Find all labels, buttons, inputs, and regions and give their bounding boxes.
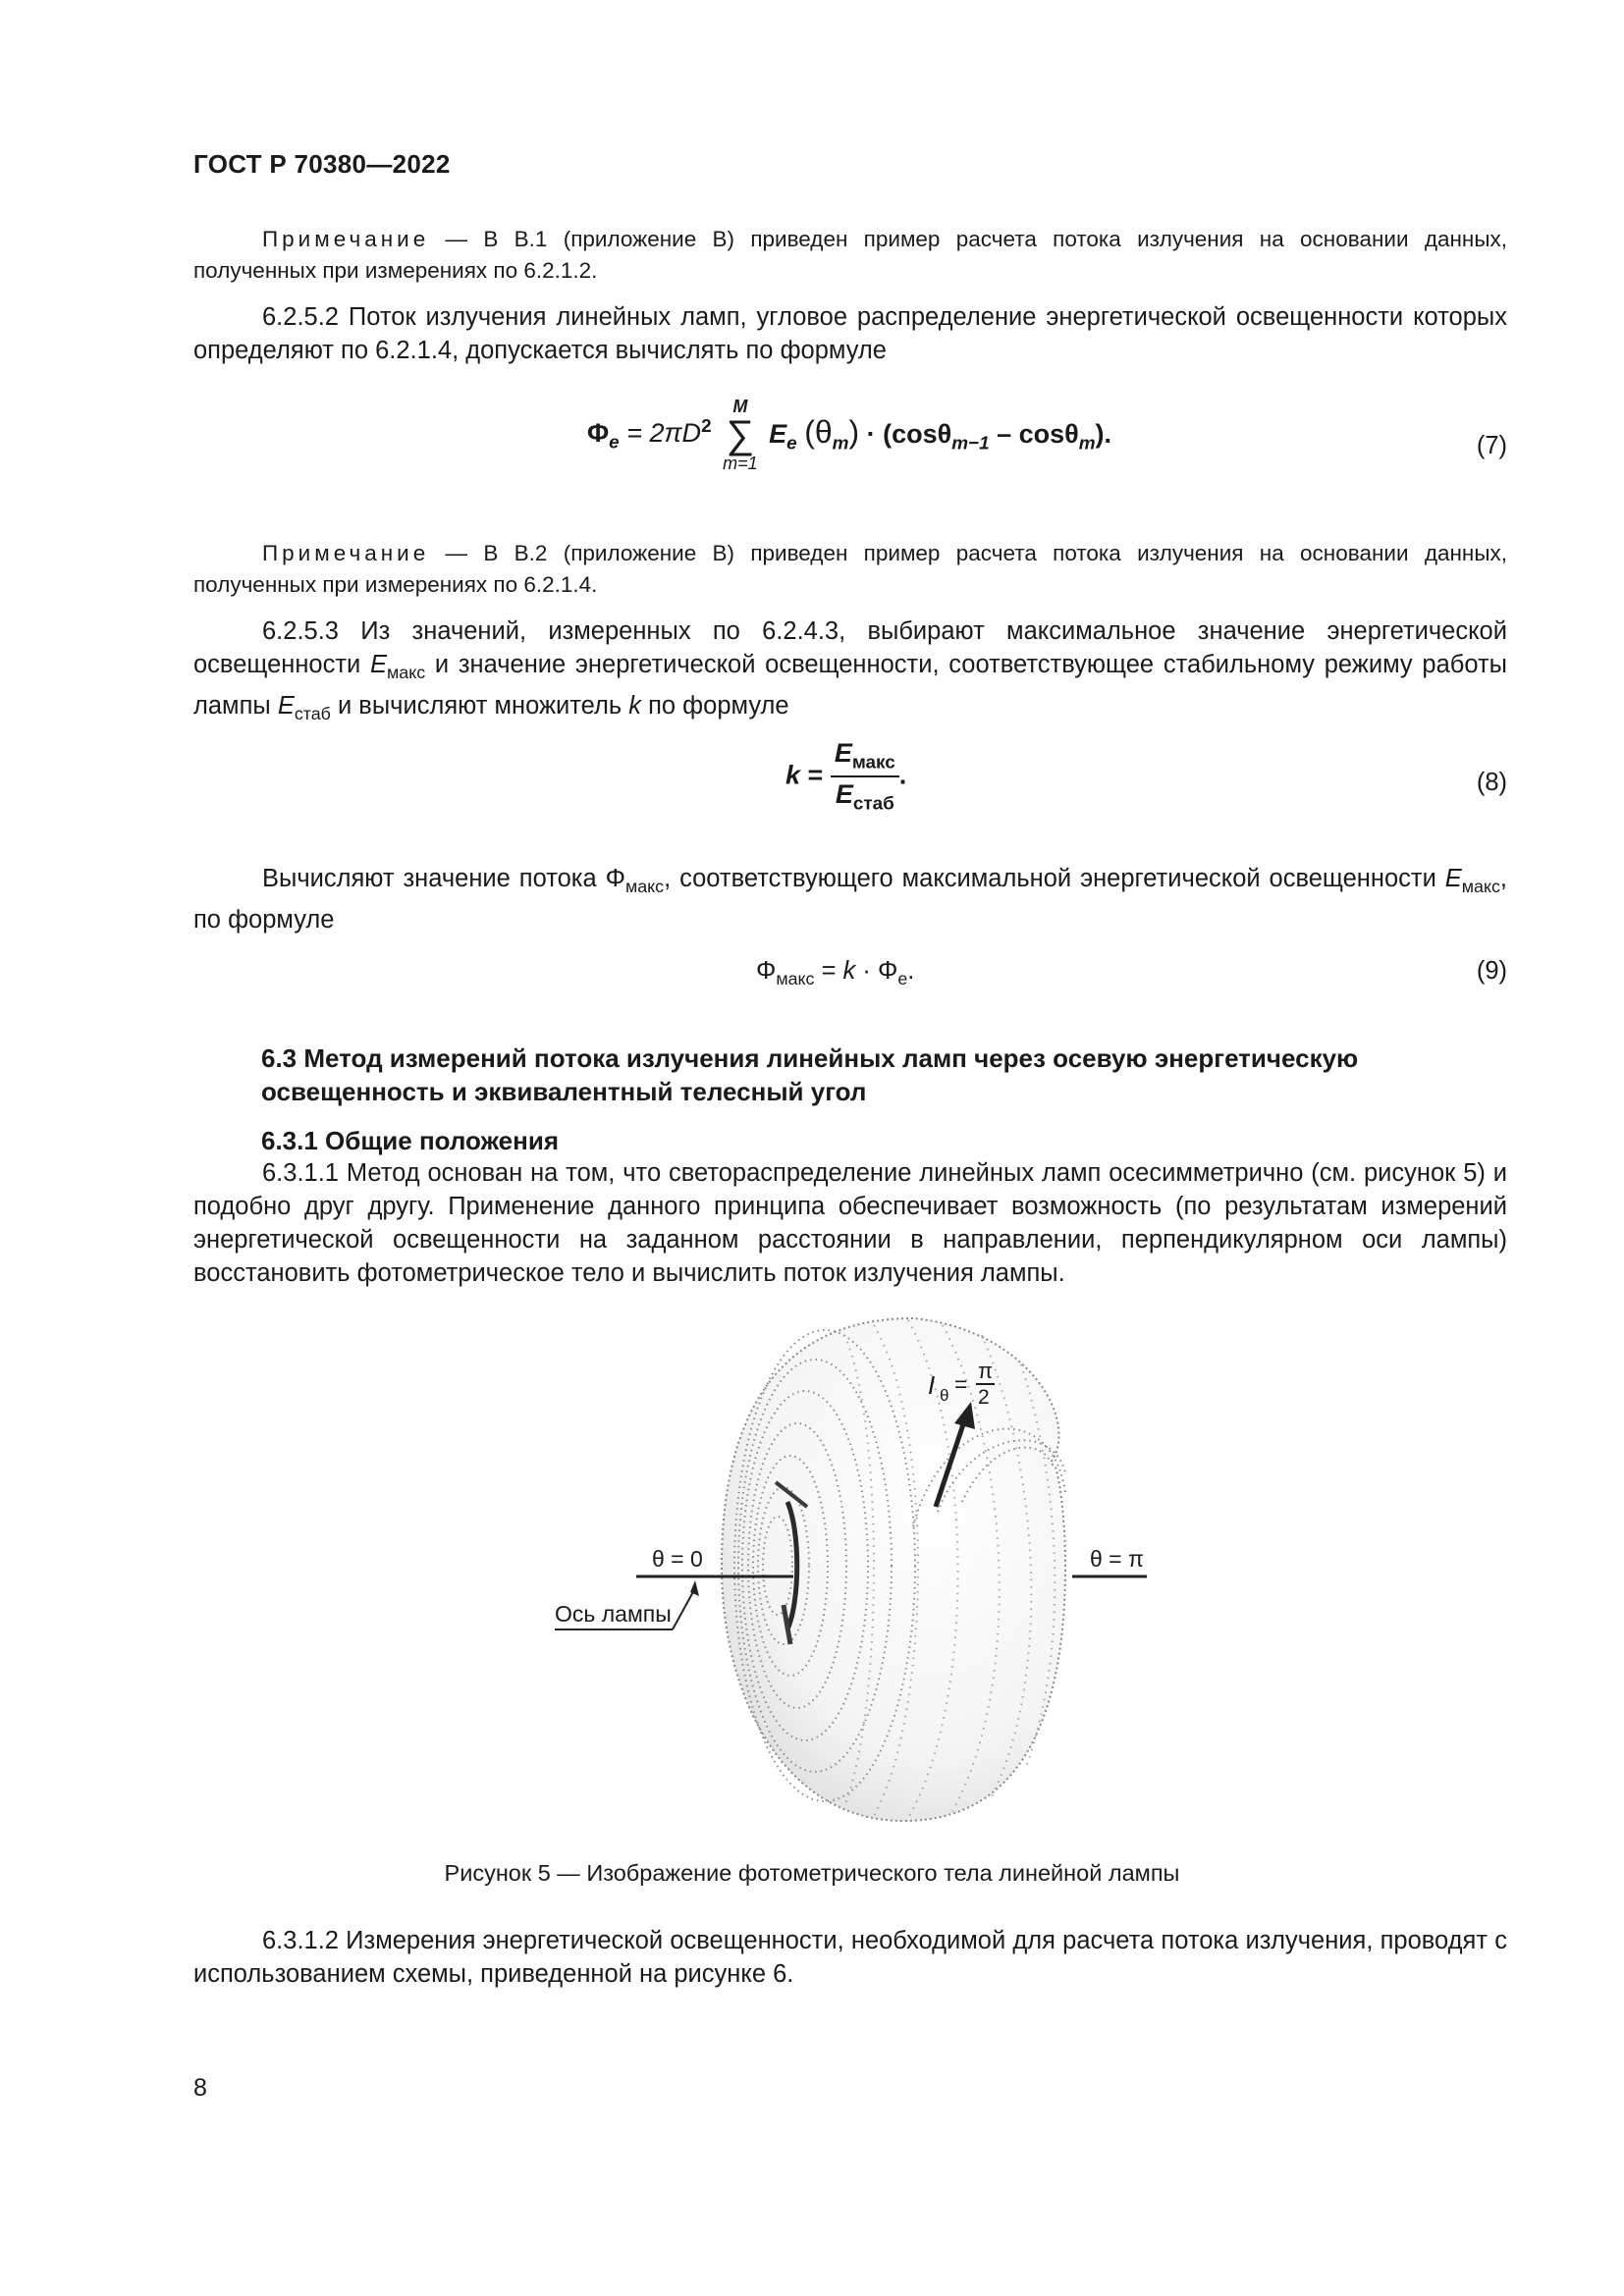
note-1 — [193, 224, 1507, 287]
note-2 — [193, 538, 1507, 601]
eq9-phi2: Φ — [877, 957, 898, 985]
eq7-cos-close: ). — [1095, 419, 1112, 450]
eq7-rhs: = 2πD — [619, 417, 702, 448]
pphi-e-sub: макс — [1461, 877, 1500, 897]
eq9-k: k — [842, 957, 856, 985]
label-theta-0: θ = 0 — [652, 1546, 703, 1572]
label-I-sub: θ — [940, 1386, 949, 1405]
eq7-lhs: Φ — [587, 417, 610, 448]
formula-7 — [587, 398, 1111, 472]
p6253-part4: по формуле — [641, 692, 789, 721]
paragraph-6-2-5-2: 6.2.5.2 Поток излучения линейных ламп, угловое распределение энергетической освещенности которых определяют по 6.2.1.4, допускается вычислять по формуле — [193, 303, 1507, 364]
eq8-num-sub: макс — [851, 752, 895, 774]
p6253-e1-sub: макс — [387, 663, 426, 683]
eq9-eq: = — [814, 957, 843, 985]
eq7-e-sub: e — [786, 433, 797, 454]
p6253-e1: E — [370, 651, 388, 678]
eq7-arg-sub: m — [832, 433, 849, 454]
eq8-num: E — [834, 738, 852, 768]
eq9-phi: Φ — [756, 957, 777, 985]
eq8-den: E — [835, 779, 853, 810]
label-two: 2 — [978, 1386, 990, 1409]
note-1-text: — В В.1 (приложение В) приведен пример расчета потока излучения на основании данных, полученных при измерениях по 6.2.1.2. — [193, 227, 1507, 283]
p6253-part3: и вычисляют множитель — [330, 692, 629, 721]
eq7-lhs-sub: e — [609, 432, 620, 454]
note-2-label: Примечание — [262, 541, 430, 565]
eq7-sup: 2 — [701, 415, 712, 437]
equation-number-8: (8) — [1476, 769, 1507, 796]
pphi-part2: , соответствующего максимальной энергетической освещенности — [664, 865, 1445, 892]
eq8-eq: = — [800, 760, 831, 790]
eq8-tail: . — [898, 760, 907, 790]
pphi-part1: Вычисляют значение потока Φ — [262, 865, 625, 892]
paragraph-6-2-5-3 — [193, 614, 1507, 730]
eq8-den-sub: стаб — [852, 793, 894, 815]
p6253-e2: E — [277, 692, 295, 721]
section-6-3-title: 6.3 Метод измерений потока излучения линейных ламп через осевую энергетическую освещенность и эквивалентный телесный угол — [261, 1043, 1359, 1106]
p6253-part1: 6.2.5.3 Из значений, измеренных по 6.2.4.3, выбирают максимальное значение энергетической освещенности — [193, 617, 1507, 678]
label-I: I — [928, 1370, 936, 1400]
pphi-sub1: макс — [624, 877, 665, 897]
eq7-sum-bottom: m=1 — [723, 454, 758, 473]
eq9-dot: · — [855, 957, 878, 985]
page-number: 8 — [193, 2074, 207, 2102]
paragraph-6-3-1-2: 6.3.1.2 Измерения энергетической освещенности, необходимой для расчета потока излучения, проводят с использованием схемы, приведенной на рисунке 6. — [193, 1927, 1507, 1988]
document-header: ГОСТ Р 70380—2022 — [193, 149, 451, 179]
pphi-e: E — [1444, 865, 1462, 892]
eq7-dot: · — [866, 419, 876, 450]
paragraph-6-3-1-1: 6.3.1.1 Метод основан на том, что светораспределение линейных ламп осесимметрично (см. рисунок 5) и подобно друг другу. Применение данного принципа обеспечивает возможность (по результатам измерений энергетической освещенности на заданном расстоянии в направлении, перпендикулярном оси лампы) восстановить фотометрическое тело и вычислить поток излучения лампы. — [193, 1159, 1507, 1287]
note-2-text: — В В.2 (приложение В) приведен пример расчета потока излучения на основании данных, полученных при измерениях по 6.2.1.4. — [193, 541, 1507, 597]
equation-number-9: (9) — [1476, 957, 1507, 985]
eq7-arg-close: ) — [848, 414, 860, 451]
figure-5-photometric-body — [530, 1306, 1178, 1836]
figure-5-caption: Рисунок 5 — Изображение фотометрического тела линейной лампы — [444, 1860, 1180, 1886]
p6253-k: k — [628, 692, 642, 721]
paragraph-phi-max — [193, 862, 1507, 936]
axis-label-leader — [673, 1588, 695, 1629]
eq9-phi2-sub: e — [897, 969, 908, 989]
eq9-tail: . — [907, 957, 915, 985]
eq7-cos-open: (cosθ — [883, 419, 952, 450]
equation-number-7: (7) — [1476, 432, 1507, 459]
eq7-cos-sub2: m — [1078, 433, 1096, 454]
eq7-minus: – cosθ — [989, 419, 1079, 450]
photometric-body-outline — [722, 1318, 1065, 1821]
formula-8 — [785, 738, 906, 816]
pphi-part3: , по формуле — [193, 865, 1507, 934]
eq7-sum-symbol: ∑ — [726, 413, 755, 456]
section-6-3-1-title: 6.3.1 Общие положения — [261, 1126, 559, 1155]
note-1-label: Примечание — [262, 227, 430, 251]
eq7-sum — [723, 398, 758, 472]
eq8-fraction — [831, 738, 899, 816]
label-pi: π — [978, 1359, 994, 1383]
label-lamp-axis: Ось лампы — [555, 1601, 672, 1627]
label-theta-pi: θ = π — [1090, 1546, 1144, 1572]
eq7-arg: (θ — [804, 414, 833, 451]
eq7-sum-top: M — [732, 397, 748, 416]
label-I-equals: = — [954, 1371, 968, 1397]
formula-9 — [756, 957, 914, 989]
eq7-cos-sub1: m−1 — [951, 433, 990, 454]
eq7-e: E — [769, 419, 787, 450]
eq9-phi-sub: макс — [776, 969, 815, 989]
p6253-part2: и значение энергетической освещенности, соответствующее стабильному режиму работы лампы — [193, 651, 1507, 721]
p6253-e2-sub: стаб — [294, 704, 331, 724]
eq8-lhs: k — [785, 760, 801, 790]
